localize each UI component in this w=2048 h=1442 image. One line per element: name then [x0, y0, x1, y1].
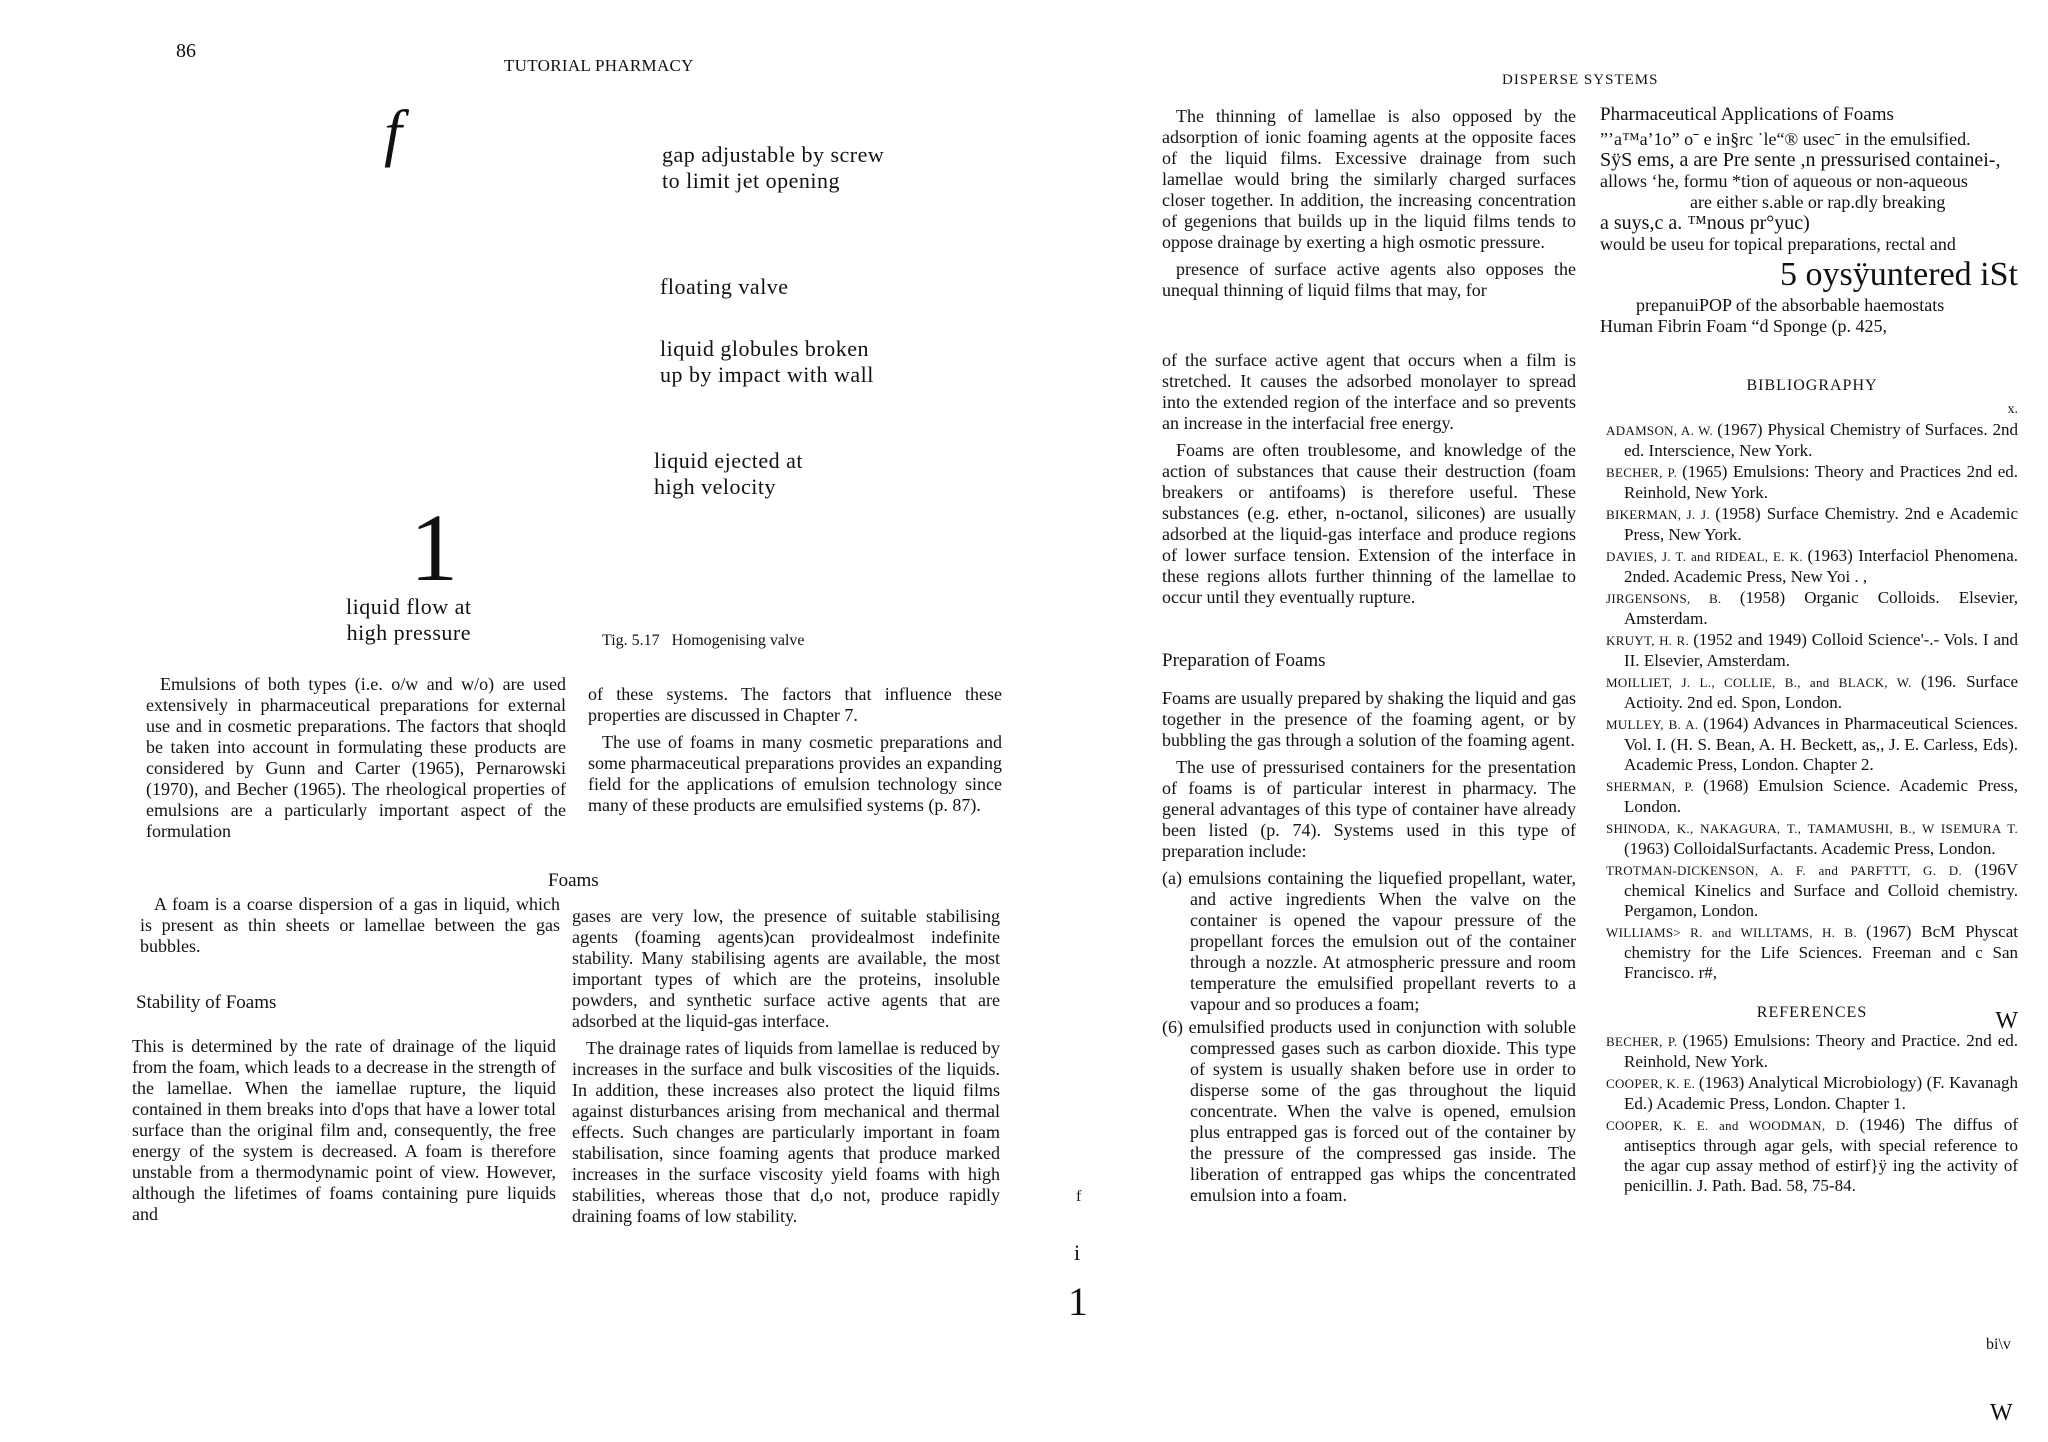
- heading-stability: Stability of Foams: [136, 992, 277, 1013]
- list-item-text: emulsified products used in conjunction with soluble compressed gases such as carbon dioxide. This type of system is usually shaken before use in order to disperse some of the gas throughout the liquid concentrate. When the valve is opened, emulsion plus entrapped gas is forced out of the container by the pressure of the compressed gas inside. The liberation of entrapped gas whips the concentrated emulsion into a foam.: [1188, 1017, 1576, 1205]
- bibliography-entry: [1606, 776, 2018, 817]
- list-item-text: emulsions containing the liquefied propellant, water, and active ingredients When the valve on the container is opened the vapour pressure of the propellant forces the emulsion out of the container through a nozzle. At atmospheric pressure and room temperature the emulsified propellant reverts to a vapour and so produces a foam;: [1188, 868, 1576, 1014]
- bibliography-text: (1952 and 1949) Colloid Science'-.- Vols. I and II. Elsevier, Amsterdam.: [1624, 630, 2018, 670]
- bibliography-author: MULLEY, B. A.: [1606, 717, 1704, 732]
- list-item-label: (a): [1162, 868, 1182, 888]
- figure-label-gap: [662, 142, 884, 194]
- left-col1-block3: [132, 1036, 556, 1231]
- bibliography-entry: [1606, 504, 2018, 545]
- left-col1-block2: [140, 894, 560, 963]
- paragraph: of these systems. The factors that influence these properties are discussed in Chapter 7.: [588, 684, 1002, 725]
- applications-line: SÿS ems, a are Pre sente ,n pressurised containei-,: [1600, 149, 2001, 171]
- bibliography-text: (196V chemical Kinelics and Surface and Colloid chemistry. Pergamon, London.: [1624, 860, 2018, 920]
- gutter-mark-1: 1: [1068, 1279, 1088, 1324]
- figure-caption-text: Homogenising valve: [671, 632, 805, 649]
- figure-label-globules-line1: liquid globules broken: [660, 336, 869, 361]
- bibliography-author: KRUYT, H. R.: [1606, 633, 1694, 648]
- heading-bibliography: BIBLIOGRAPHY: [1746, 377, 1878, 394]
- applications-section: [1600, 104, 2020, 337]
- paragraph: This is determined by the rate of drainage of the liquid from the foam, which leads to a decrease in the strength of the lamellae. When the iamellae rupture, the liquid contained in them breaks into d'ops that have a lower total surface than the original film and, consequently, the free energy of the system is decreased. A foam is therefore unstable from a thermodynamic point of view. However, although the lifetimes of foams containing pure liquids and: [132, 1036, 556, 1224]
- bibliography-entry: [1606, 462, 2018, 503]
- bibliography-author: SHERMAN, P.: [1606, 779, 1704, 794]
- list-item: [1162, 868, 1576, 1015]
- references-list: [1606, 1031, 2018, 1196]
- paragraph: Foams are often troublesome, and knowledge of the action of substances that cause their destruction (foam breakers or antifoams) is therefore useful. These substances (e.g. ether, n-octanol, silicones) are usually adsorbed at the liquid-gas interface and produce regions of lower surface tension. Extension of the interface in these regions allots further thinning of the lamellae to occur until they eventually rupture.: [1162, 440, 1576, 607]
- bibliography-section: [1606, 362, 2018, 1197]
- applications-line: 5 oysÿuntered iSt: [1780, 256, 2018, 293]
- paragraph: gases are very low, the presence of suitable stabilising agents (foaming agents)can providealmost indefinite stability. Many stabilising agents are available, the most important types of which are the proteins, insoluble powders, and synthetic surface active agents that are adsorbed at the liquid-gas interface.: [572, 906, 1000, 1031]
- corner-mark-1: bi\v: [1986, 1336, 2011, 1353]
- bibliography-text: (1958) Surface Chemistry. 2nd e Academic Press, New York.: [1624, 504, 2018, 544]
- right-col1-block3: [1162, 688, 1576, 1208]
- bibliography-author: SHINODA, K., NAKAGURA, T., TAMAMUSHI, B., W ISEMURA T.: [1606, 821, 2018, 836]
- figure-label-globules: [660, 336, 874, 388]
- bibliography-author: TROTMAN-DICKENSON, A. F. and PARFTTT, G. D.: [1606, 863, 1975, 878]
- applications-line: ”’a™a’1o” oˉ e in§rc ˙le“® usecˉ in the emulsified.: [1600, 129, 1971, 149]
- applications-line: would be useu for topical preparations, rectal and: [1600, 234, 1956, 254]
- paragraph: Foams are usually prepared by shaking the liquid and gas together in the presence of the foaming agent, or by bubbling the gas through a solution of the foaming agent.: [1162, 688, 1576, 750]
- bibliography-entry: [1606, 420, 2018, 461]
- bibliography-entry: [1606, 672, 2018, 713]
- figure-label-flow-line2: high pressure: [346, 620, 471, 645]
- bibliography-text: (1963) ColloidalSurfactants. Academic Press, London.: [1624, 839, 1996, 858]
- gutter-mark-i: i: [1074, 1240, 1081, 1265]
- figure-label-valve: floating valve: [660, 274, 789, 299]
- gutter-mark-f: f: [1076, 1188, 1082, 1205]
- bibliography-entry: [1606, 818, 2018, 859]
- running-head-left: TUTORIAL PHARMACY: [504, 56, 694, 75]
- paragraph: The use of pressurised containers for the presentation of foams is of particular interest in pharmacy. The general advantages of this type of container have already been listed (p. 74). Systems used in this type of preparation include:: [1162, 757, 1576, 861]
- figure-label-flow: [346, 594, 472, 646]
- bibliography-text: (1967) Physical Chemistry of Surfaces. 2nd ed. Interscience, New York.: [1624, 420, 2018, 460]
- corner-mark-2: W: [1990, 1400, 2013, 1426]
- figure-label-ejected-line2: high velocity: [654, 474, 776, 499]
- reference-entry: [1606, 1073, 2018, 1114]
- bibliography-text: (196. Surface Actioity. 2nd ed. Spon, London.: [1624, 672, 2019, 712]
- figure-label-gap-line1: gap adjustable by screw: [662, 142, 885, 167]
- bibliography-entry: [1606, 860, 2018, 921]
- figure-label-flow-line1: liquid flow at: [346, 594, 472, 619]
- figure-arrow-glyph: 1: [410, 494, 458, 601]
- bibliography-text: (1963) Interfaciol Phenomena. 2nded. Academic Press, New Yoi . ,: [1624, 546, 2018, 586]
- reference-text: (1946) The diffus of antiseptics through agar gels, with special reference to the agar cup assay method of estirf}ÿ ing the activity of penicillin. J. Path. Bad. 58, 75-84.: [1624, 1115, 2018, 1195]
- bibliography-text: (1965) Emulsions: Theory and Practices 2nd ed. Reinhold, New York.: [1624, 462, 2018, 502]
- heading-applications: Pharmaceutical Applications of Foams: [1600, 104, 1894, 125]
- bibliography-author: BECHER, P.: [1606, 465, 1683, 480]
- references-stray-mark: W: [1995, 1008, 2018, 1034]
- reference-author: COOPER, K. E. and WOODMAN, D.: [1606, 1118, 1860, 1133]
- bibliography-entry: [1606, 630, 2018, 671]
- bibliography-author: ADAMSON, A. W.: [1606, 423, 1718, 438]
- applications-line: a suys,c a. ™nous pr°yuc): [1600, 212, 1810, 234]
- bibliography-author: BIKERMAN, J. J.: [1606, 507, 1716, 522]
- left-col2-block2: [572, 906, 1000, 1233]
- applications-line: Human Fibrin Foam “d Sponge (p. 425,: [1600, 316, 1887, 336]
- preparation-list: [1162, 868, 1576, 1206]
- bibliography-entry: [1606, 714, 2018, 775]
- paragraph: A foam is a coarse dispersion of a gas in liquid, which is present as thin sheets or lamellae between the gas bubbles.: [140, 894, 560, 956]
- applications-line: are either s.able or rap.dly breaking: [1690, 192, 1946, 212]
- right-col1-block2: [1162, 350, 1576, 614]
- heading-foams: Foams: [548, 870, 599, 891]
- heading-references: REFERENCES: [1756, 1004, 1868, 1021]
- bibliography-author: MOILLIET, J. L., COLLIE, B., and BLACK, W.: [1606, 675, 1921, 690]
- figure-label-ejected: [654, 448, 803, 500]
- bibliography-text: (1964) Advances in Pharmaceutical Sciences. Vol. I. (H. S. Bean, A. H. Beckett, as,, J. E. Carless, Eds). Academic Press, London. Chapter 2.: [1624, 714, 2018, 774]
- figure-glyph-f: f: [384, 97, 402, 168]
- reference-entry: [1606, 1115, 2018, 1196]
- reference-entry: [1606, 1031, 2018, 1072]
- list-item-label: (6): [1162, 1017, 1183, 1037]
- bibliography-entry: [1606, 588, 2018, 629]
- figure-caption-number: Tig. 5.17: [602, 632, 660, 649]
- right-col1-block1: [1162, 106, 1576, 307]
- bibliography-list: [1606, 420, 2018, 983]
- figure-label-ejected-line1: liquid ejected at: [654, 448, 803, 473]
- bibliography-author: JIRGENSONS, B.: [1606, 591, 1740, 606]
- heading-preparation: Preparation of Foams: [1162, 650, 1326, 671]
- reference-author: BECHER, P.: [1606, 1034, 1683, 1049]
- bibliography-text: (1968) Emulsion Science. Academic Press, London.: [1624, 776, 2018, 816]
- applications-line: allows ‘he, formu *tion of aqueous or non-aqueous: [1600, 171, 1968, 191]
- left-col1-block1: [146, 674, 566, 848]
- bibliography-author: DAVIES, J. T. and RIDEAL, E. K.: [1606, 549, 1808, 564]
- page-number: 86: [176, 40, 196, 62]
- figure-label-gap-line2: to limit jet opening: [662, 168, 841, 193]
- figure-label-globules-line2: up by impact with wall: [660, 362, 874, 387]
- paragraph: The drainage rates of liquids from lamellae is reduced by increases in the surface and bulk viscosities of the liquids. In addition, these increases also protect the liquid films against disturbances arising from mechanical and thermal effects. Such changes are particularly important in foam stabilisation, since foaming agents that produce marked increases in the surface viscosity yield foams with high stabilities, whereas those that d,o not, produce rapidly draining foams of low stability.: [572, 1038, 1000, 1226]
- bibliography-author: WILLIAMS> R. and WILLTAMS, H. B.: [1606, 925, 1867, 940]
- running-head-right: DISPERSE SYSTEMS: [1502, 72, 1659, 88]
- bibliography-entry: [1606, 546, 2018, 587]
- reference-author: COOPER, K. E.: [1606, 1076, 1699, 1091]
- reference-text: (1963) Analytical Microbiology) (F. Kavanagh Ed.) Academic Press, London. Chapter 1.: [1624, 1073, 2018, 1113]
- figure-caption: [602, 632, 805, 650]
- list-item: [1162, 1017, 1576, 1206]
- bibliography-entry: [1606, 922, 2018, 983]
- reference-text: (1965) Emulsions: Theory and Practice. 2nd ed. Reinhold, New York.: [1624, 1031, 2018, 1071]
- bibliography-text: (1958) Organic Colloids. Elsevier, Amsterdam.: [1624, 588, 2018, 628]
- paragraph: The use of foams in many cosmetic preparations and some pharmaceutical preparations provides an expanding field for the applications of emulsion technology since many of these products are emulsified systems (p. 87).: [588, 732, 1002, 815]
- paragraph: presence of surface active agents also opposes the unequal thinning of liquid films that may, for: [1162, 259, 1576, 300]
- left-col2-block1: [588, 684, 1002, 822]
- bibliography-text: (1967) BcM Physcat chemistry for the Life Sciences. Freeman and c San Francisco. r#,: [1624, 922, 2018, 982]
- applications-line: prepanuiPOP of the absorbable haemostats: [1636, 295, 1945, 315]
- paragraph: Emulsions of both types (i.e. o/w and w/o) are used extensively in pharmaceutical preparations for external use and in cosmetic preparations. The factors that shoqld be taken into account in formulating these products are considered by Gunn and Carter (1965), Pernarowski (1970), and Becher (1965). The rheological properties of emulsions are a particularly important aspect of the formulation: [146, 674, 566, 841]
- paragraph: The thinning of lamellae is also opposed by the adsorption of ionic foaming agents at the opposite faces of the liquid films. Excessive drainage from such lamellae would bring the similarly charged surfaces closer together. In addition, the increasing concentration of gegenions that builds up in the liquid films tends to oppose drainage by exerting a high osmotic pressure.: [1162, 106, 1576, 252]
- bibliography-stray-mark: x.: [2007, 402, 2018, 417]
- paragraph: of the surface active agent that occurs when a film is stretched. It causes the adsorbed monolayer to spread into the extended region of the interface and so prevents an increase in the interfacial free energy.: [1162, 350, 1576, 433]
